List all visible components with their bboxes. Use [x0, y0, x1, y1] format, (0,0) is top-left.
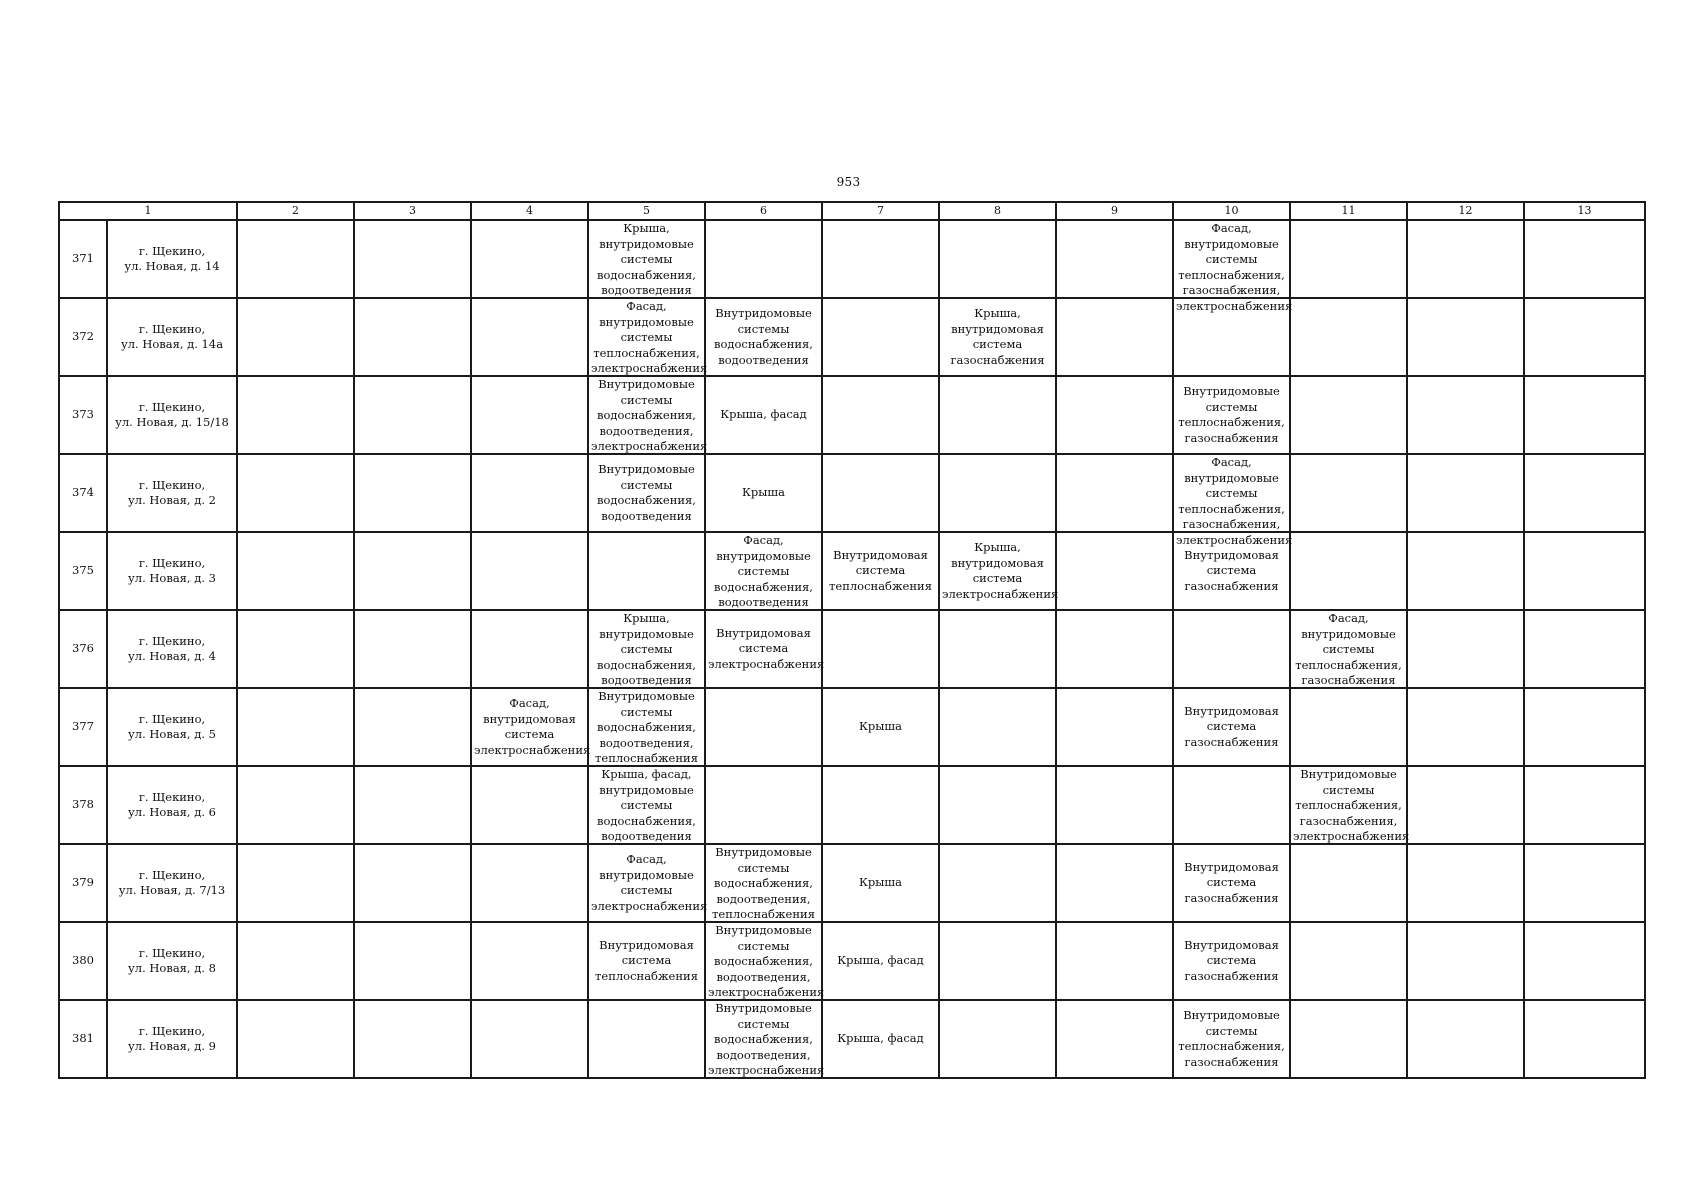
row-number: 379 [72, 875, 94, 890]
work-cell-col-10 [1173, 454, 1293, 547]
work-cell-col-13 [1524, 922, 1645, 1000]
address-text: г. Щекино, ул. Новая, д. 2 [128, 477, 216, 507]
work-cell-col-10 [1173, 376, 1290, 454]
row-number: 377 [72, 719, 94, 734]
work-cell-col-12 [1407, 298, 1524, 376]
work-cell-col-3 [354, 688, 471, 766]
work-cell-col-13 [1524, 454, 1645, 532]
work-text: Внутридомовые системы теплоснабжения, газоснабжения, электроснабжения [1293, 767, 1410, 843]
work-cell-col-2 [237, 454, 354, 532]
work-cell-col-2 [237, 844, 354, 922]
address-cell [107, 766, 237, 844]
work-cell-col-13 [1524, 376, 1645, 454]
work-cell-col-11 [1290, 922, 1407, 1000]
work-cell-col-4 [471, 298, 588, 376]
column-header: 9 [1056, 202, 1173, 220]
work-cell-col-5 [588, 610, 705, 688]
work-cell-col-6 [705, 688, 822, 766]
work-cell-col-7 [822, 376, 939, 454]
work-cell-col-6 [705, 454, 822, 532]
work-cell-col-7 [822, 610, 939, 688]
row-number-cell [59, 922, 107, 1000]
work-cell-col-8 [939, 922, 1056, 1000]
work-text: Фасад, внутридомовые системы теплоснабжения, электроснабжения [591, 299, 708, 375]
work-cell-col-3 [354, 766, 471, 844]
work-cell-col-10 [1173, 610, 1290, 688]
work-cell-col-5 [588, 1000, 705, 1078]
work-text: Внутридомовые системы водоснабжения, водоотведения [714, 306, 813, 367]
address-cell [107, 610, 237, 688]
work-cell-col-13 [1524, 1000, 1645, 1078]
row-number-cell [59, 844, 107, 922]
column-header: 6 [705, 202, 822, 220]
column-header: 8 [939, 202, 1056, 220]
page-number: 953 [836, 175, 861, 189]
row-number: 372 [72, 329, 94, 344]
work-cell-col-12 [1407, 922, 1524, 1000]
work-cell-col-4 [471, 610, 588, 688]
row-number: 376 [72, 641, 94, 656]
work-cell-col-8 [939, 532, 1059, 610]
work-text: Внутридомовые системы водоснабжения, водоотведения, электроснабжения [708, 923, 825, 999]
table-row [59, 844, 1645, 922]
work-cell-col-4 [471, 376, 588, 454]
work-cell-col-5 [588, 532, 705, 610]
work-cell-col-10 [1173, 688, 1290, 766]
address-cell [107, 922, 237, 1000]
work-cell-col-11 [1290, 532, 1407, 610]
work-text: Внутридомовая система газоснабжения [1184, 937, 1279, 983]
work-cell-col-6 [705, 1000, 825, 1078]
work-text: Внутридомовая система электроснабжения [708, 625, 825, 671]
work-text: Крыша, внутридомовые системы водоснабжения, водоотведения [597, 611, 696, 687]
work-text: Внутридомовая система теплоснабжения [829, 547, 932, 593]
work-cell-col-4 [471, 532, 588, 610]
work-cell-col-11 [1290, 220, 1407, 298]
address-text: г. Щекино, ул. Новая, д. 5 [128, 711, 216, 741]
row-number-cell [59, 298, 107, 376]
work-cell-col-12 [1407, 220, 1524, 298]
column-header: 3 [354, 202, 471, 220]
work-cell-col-4 [471, 922, 588, 1000]
work-cell-col-12 [1407, 610, 1524, 688]
work-text: Крыша, внутридомовая система газоснабжения [950, 306, 1045, 367]
table-row [59, 766, 1645, 844]
address-cell [107, 376, 237, 454]
column-header: 5 [588, 202, 705, 220]
work-cell-col-11 [1290, 766, 1410, 844]
work-cell-col-2 [237, 610, 354, 688]
column-header: 10 [1173, 202, 1290, 220]
work-cell-col-11 [1290, 688, 1407, 766]
work-cell-col-8 [939, 376, 1056, 454]
column-header: 12 [1407, 202, 1524, 220]
work-cell-col-3 [354, 1000, 471, 1078]
work-cell-col-3 [354, 376, 471, 454]
row-number-cell [59, 766, 107, 844]
address-text: г. Щекино, ул. Новая, д. 3 [128, 555, 216, 585]
work-cell-col-8 [939, 844, 1056, 922]
address-cell [107, 532, 237, 610]
work-cell-col-6 [705, 376, 822, 454]
work-cell-col-9 [1056, 532, 1173, 610]
work-cell-col-12 [1407, 844, 1524, 922]
work-cell-col-11 [1290, 454, 1407, 532]
work-cell-col-12 [1407, 688, 1524, 766]
work-cell-col-3 [354, 610, 471, 688]
row-number-cell [59, 376, 107, 454]
work-cell-col-3 [354, 532, 471, 610]
work-text: Фасад, внутридомовые системы теплоснабжения, газоснабжения, электроснабжения [1176, 221, 1293, 313]
table-row [59, 376, 1645, 454]
work-cell-col-3 [354, 220, 471, 298]
work-cell-col-6 [705, 844, 822, 922]
row-number-cell [59, 220, 107, 298]
address-text: г. Щекино, ул. Новая, д. 8 [128, 945, 216, 975]
address-text: г. Щекино, ул. Новая, д. 9 [128, 1023, 216, 1053]
work-cell-col-7 [822, 1000, 939, 1078]
table-row [59, 610, 1645, 688]
work-cell-col-11 [1290, 844, 1407, 922]
work-cell-col-5 [588, 454, 705, 532]
work-text: Крыша [742, 485, 785, 500]
work-cell-col-6 [705, 766, 822, 844]
work-cell-col-12 [1407, 454, 1524, 532]
work-cell-col-9 [1056, 844, 1173, 922]
work-cell-col-7 [822, 844, 939, 922]
work-cell-col-4 [471, 1000, 588, 1078]
row-number-cell [59, 1000, 107, 1078]
work-cell-col-7 [822, 688, 939, 766]
work-cell-col-11 [1290, 298, 1407, 376]
row-number-cell [59, 610, 107, 688]
work-text: Крыша, внутридомовые системы водоснабжения, водоотведения [597, 221, 696, 297]
column-header: 4 [471, 202, 588, 220]
work-cell-col-13 [1524, 610, 1645, 688]
work-cell-col-2 [237, 688, 354, 766]
works-schedule-table [58, 201, 1646, 1079]
column-header: 2 [237, 202, 354, 220]
work-cell-col-6 [705, 220, 822, 298]
work-cell-col-3 [354, 844, 471, 922]
work-cell-col-11 [1290, 376, 1407, 454]
work-cell-col-9 [1056, 610, 1173, 688]
work-cell-col-7 [822, 922, 939, 1000]
work-cell-col-13 [1524, 688, 1645, 766]
work-cell-col-6 [705, 610, 825, 688]
work-cell-col-11 [1290, 1000, 1407, 1078]
work-text: Внутридомовая система газоснабжения [1184, 703, 1279, 749]
work-cell-col-13 [1524, 766, 1645, 844]
address-cell [107, 1000, 237, 1078]
work-cell-col-12 [1407, 1000, 1524, 1078]
work-text: Фасад, внутридомовые системы водоснабжения, водоотведения [714, 533, 813, 609]
work-text: Внутридомовые системы водоснабжения, водоотведения, электроснабжения [708, 1001, 825, 1077]
work-cell-col-6 [705, 298, 822, 376]
work-cell-col-10 [1173, 766, 1290, 844]
row-number: 378 [72, 797, 94, 812]
table-row [59, 454, 1645, 532]
row-number: 380 [72, 953, 94, 968]
work-cell-col-8 [939, 220, 1056, 298]
work-cell-col-9 [1056, 454, 1173, 532]
row-number-cell [59, 688, 107, 766]
work-cell-col-2 [237, 922, 354, 1000]
work-text: Фасад, внутридомовые системы теплоснабжения, газоснабжения [1295, 611, 1402, 687]
work-cell-col-2 [237, 298, 354, 376]
work-cell-col-7 [822, 766, 939, 844]
work-cell-col-2 [237, 1000, 354, 1078]
work-cell-col-9 [1056, 1000, 1173, 1078]
table-row [59, 298, 1645, 376]
work-text: Крыша [859, 719, 902, 734]
address-cell [107, 688, 237, 766]
address-text: г. Щекино, ул. Новая, д. 7/13 [118, 867, 226, 897]
work-text: Фасад, внутридомовые системы электроснабжения [591, 852, 708, 913]
work-text: Внутридомовые системы теплоснабжения, газоснабжения [1178, 384, 1285, 445]
work-text: Крыша, фасад [720, 407, 807, 422]
work-text: Крыша, фасад [837, 953, 924, 968]
work-text: Внутридомовая система газоснабжения [1184, 547, 1279, 593]
row-number: 371 [72, 251, 94, 266]
work-text: Крыша, фасад, внутридомовые системы водоснабжения, водоотведения [597, 767, 696, 843]
table-row [59, 532, 1645, 610]
work-cell-col-9 [1056, 922, 1173, 1000]
work-cell-col-3 [354, 454, 471, 532]
work-cell-col-9 [1056, 376, 1173, 454]
work-cell-col-10 [1173, 1000, 1290, 1078]
work-cell-col-9 [1056, 298, 1173, 376]
work-cell-col-9 [1056, 766, 1173, 844]
work-text: Внутридомовые системы водоснабжения, водоотведения [597, 462, 696, 523]
work-cell-col-8 [939, 298, 1056, 376]
work-cell-col-12 [1407, 766, 1524, 844]
row-number-cell [59, 454, 107, 532]
work-cell-col-4 [471, 688, 591, 766]
work-cell-col-10 [1173, 220, 1293, 313]
work-cell-col-5 [588, 922, 705, 1000]
work-cell-col-5 [588, 844, 708, 922]
work-cell-col-12 [1407, 532, 1524, 610]
work-cell-col-4 [471, 844, 588, 922]
work-cell-col-9 [1056, 688, 1173, 766]
work-cell-col-8 [939, 610, 1056, 688]
row-number: 374 [72, 485, 94, 500]
work-cell-col-6 [705, 922, 825, 1000]
address-text: г. Щекино, ул. Новая, д. 15/18 [115, 399, 229, 429]
work-cell-col-3 [354, 922, 471, 1000]
work-text: Внутридомовая система газоснабжения [1184, 859, 1279, 905]
work-cell-col-5 [588, 688, 705, 766]
address-text: г. Щекино, ул. Новая, д. 6 [128, 789, 216, 819]
work-cell-col-10 [1173, 922, 1290, 1000]
work-cell-col-8 [939, 454, 1056, 532]
column-header: 11 [1290, 202, 1407, 220]
work-cell-col-4 [471, 766, 588, 844]
work-text: Внутридомовые системы водоснабжения, водоотведения, электроснабжения [591, 377, 708, 453]
row-number: 373 [72, 407, 94, 422]
row-number-cell [59, 532, 107, 610]
work-text: Внутридомовые системы теплоснабжения, газоснабжения [1178, 1008, 1285, 1069]
work-cell-col-7 [822, 454, 939, 532]
address-cell [107, 844, 237, 922]
work-cell-col-13 [1524, 844, 1645, 922]
work-cell-col-8 [939, 1000, 1056, 1078]
column-number-header-row [59, 202, 1645, 220]
work-cell-col-2 [237, 220, 354, 298]
table-row [59, 1000, 1645, 1078]
work-cell-col-5 [588, 376, 708, 454]
work-cell-col-6 [705, 532, 822, 610]
work-text: Крыша, фасад [837, 1031, 924, 1046]
work-text: Внутридомовые системы водоснабжения, водоотведения, теплоснабжения [595, 689, 698, 765]
work-cell-col-2 [237, 376, 354, 454]
address-text: г. Щекино, ул. Новая, д. 14 [124, 243, 220, 273]
table-row [59, 922, 1645, 1000]
table-row [59, 688, 1645, 766]
column-header: 13 [1524, 202, 1645, 220]
address-text: г. Щекино, ул. Новая, д. 14а [120, 321, 224, 351]
work-cell-col-13 [1524, 298, 1645, 376]
work-cell-col-7 [822, 220, 939, 298]
work-cell-col-2 [237, 532, 354, 610]
address-cell [107, 298, 237, 376]
work-text: Крыша [859, 875, 902, 890]
work-cell-col-13 [1524, 220, 1645, 298]
work-cell-col-4 [471, 454, 588, 532]
work-cell-col-2 [237, 766, 354, 844]
work-cell-col-4 [471, 220, 588, 298]
work-cell-col-12 [1407, 376, 1524, 454]
address-cell [107, 220, 237, 298]
work-cell-col-5 [588, 298, 708, 376]
table-row [59, 220, 1645, 298]
work-cell-col-8 [939, 688, 1056, 766]
work-text: Внутридомовые системы водоснабжения, водоотведения, теплоснабжения [712, 845, 815, 921]
work-text: Крыша, внутридомовая система электроснабжения [942, 540, 1059, 601]
column-header: 7 [822, 202, 939, 220]
work-cell-col-10 [1173, 844, 1290, 922]
row-number: 375 [72, 563, 94, 578]
work-cell-col-13 [1524, 532, 1645, 610]
work-cell-col-9 [1056, 220, 1173, 298]
work-cell-col-8 [939, 766, 1056, 844]
work-text: Фасад, внутридомовые системы теплоснабжения, газоснабжения, электроснабжения [1176, 455, 1293, 547]
row-number: 381 [72, 1031, 94, 1046]
work-cell-col-5 [588, 766, 705, 844]
column-header: 1 [59, 202, 237, 220]
work-cell-col-11 [1290, 610, 1407, 688]
address-text: г. Щекино, ул. Новая, д. 4 [128, 633, 216, 663]
address-cell [107, 454, 237, 532]
work-text: Внутридомовая система теплоснабжения [595, 937, 698, 983]
work-cell-col-3 [354, 298, 471, 376]
work-text: Фасад, внутридомовая система электроснабжения [474, 696, 591, 757]
work-cell-col-5 [588, 220, 705, 298]
work-cell-col-7 [822, 298, 939, 376]
work-cell-col-7 [822, 532, 939, 610]
table-body [59, 220, 1645, 1078]
